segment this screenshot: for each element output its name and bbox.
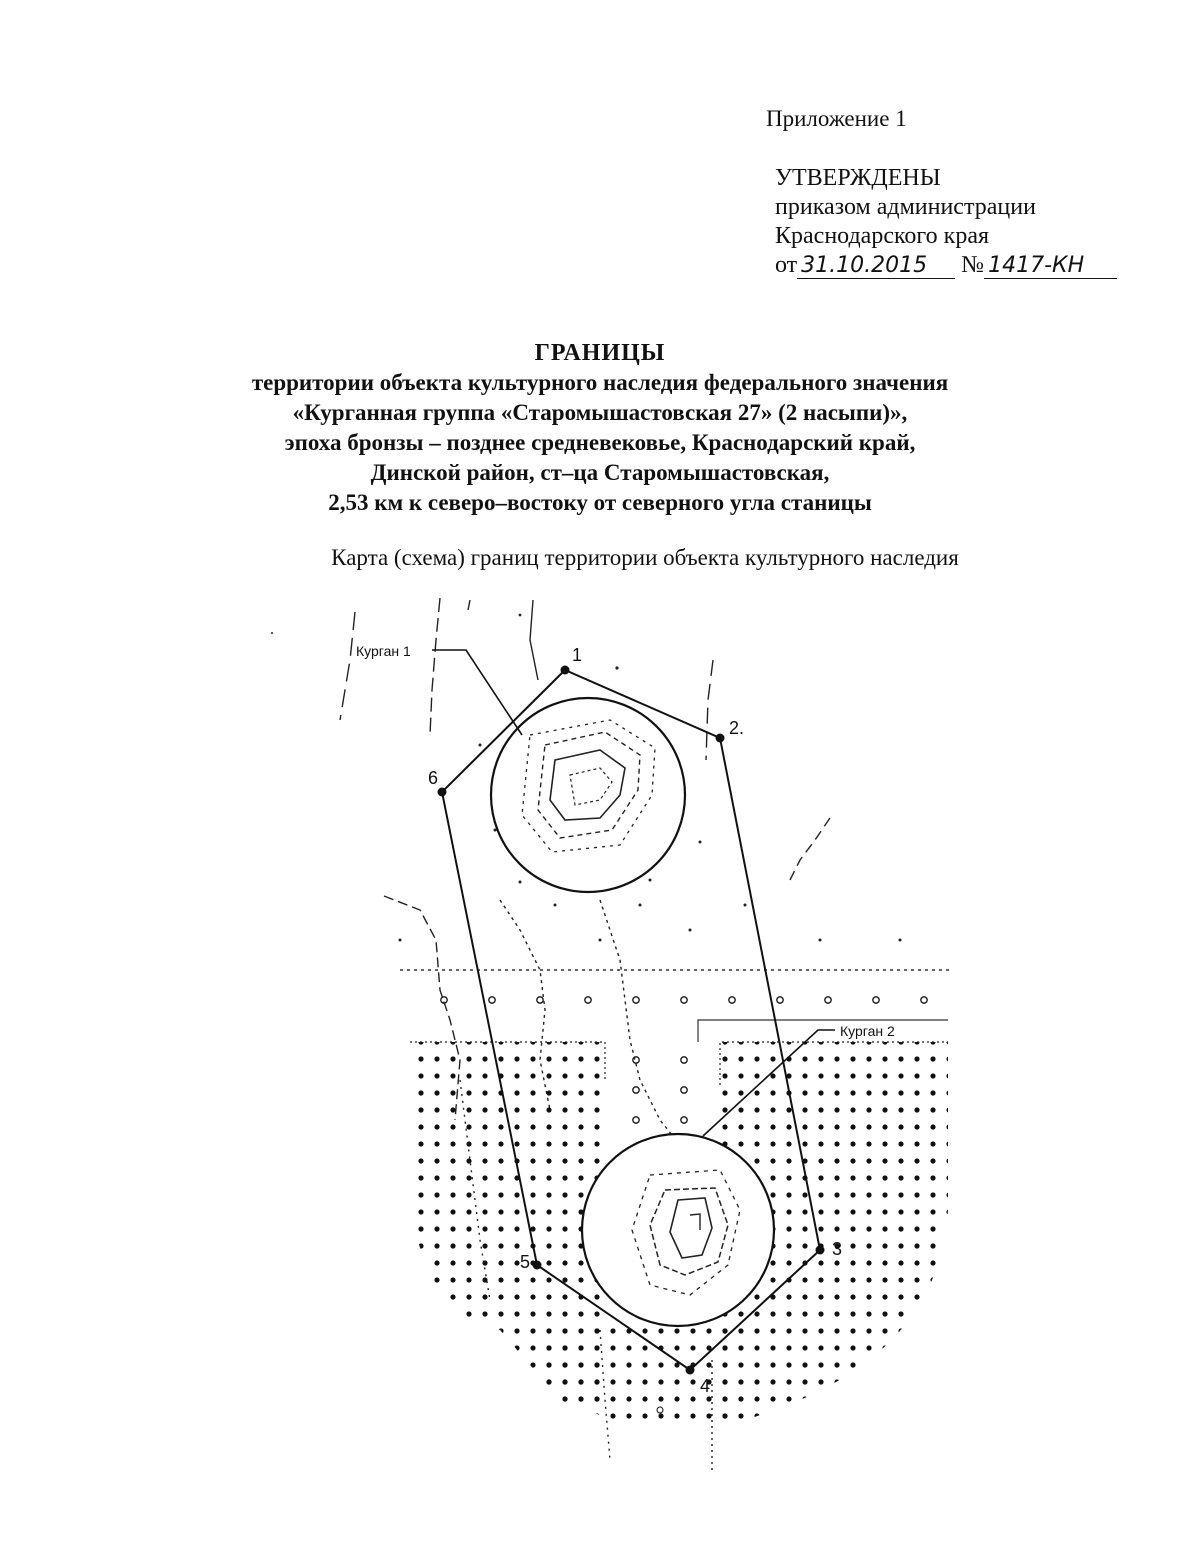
vertex-3 — [816, 1246, 825, 1255]
title-heading: ГРАНИЦЫ — [534, 340, 666, 366]
approval-line-1: приказом администрации — [775, 194, 1036, 220]
vertex-label-5: 5 — [520, 1252, 531, 1272]
vertex-4 — [686, 1366, 695, 1375]
mound-2 — [582, 1134, 774, 1326]
title-line-1: территории объекта культурного наследия федерального значения — [251, 370, 949, 395]
mound-1 — [491, 698, 685, 892]
mound-2-label: Курган 2 — [840, 1023, 895, 1039]
vertex-label-4: 4 — [700, 1376, 711, 1396]
mound-1-leader — [432, 650, 522, 735]
handwritten-date: 31.10.2015 — [797, 254, 955, 279]
date-prefix: от — [775, 252, 798, 278]
vertex-label-2: 2. — [729, 718, 745, 738]
vertex-6 — [438, 788, 447, 797]
mound-1-label: Курган 1 — [356, 643, 411, 659]
vertex-label-1: 1 — [572, 645, 583, 665]
title-line-3: эпоха бронзы – позднее средневековье, Краснодарский край, — [284, 430, 916, 455]
vertex-5 — [533, 1261, 542, 1270]
vertex-1 — [561, 666, 570, 675]
vertex-label-6: 6 — [428, 768, 439, 788]
title-line-2: «Курганная группа «Старомышастовская 27» (2 насыпи)», — [292, 400, 908, 425]
vertex-label-3: 3 — [832, 1239, 843, 1259]
appendix-label: Приложение 1 — [766, 106, 907, 131]
approval-heading: УТВЕРЖДЕНЫ — [775, 165, 941, 191]
number-prefix: № — [961, 252, 985, 278]
approval-line-2: Краснодарского края — [775, 223, 990, 249]
vertex-2 — [716, 734, 725, 743]
map-caption: Карта (схема) границ территории объекта культурного наследия — [331, 545, 959, 570]
title-line-5: 2,53 км к северо–востоку от северного угла станицы — [328, 490, 872, 515]
title-line-4: Динской район, ст–ца Старомышастовская, — [370, 460, 830, 485]
handwritten-number: 1417-КН — [984, 254, 1117, 279]
